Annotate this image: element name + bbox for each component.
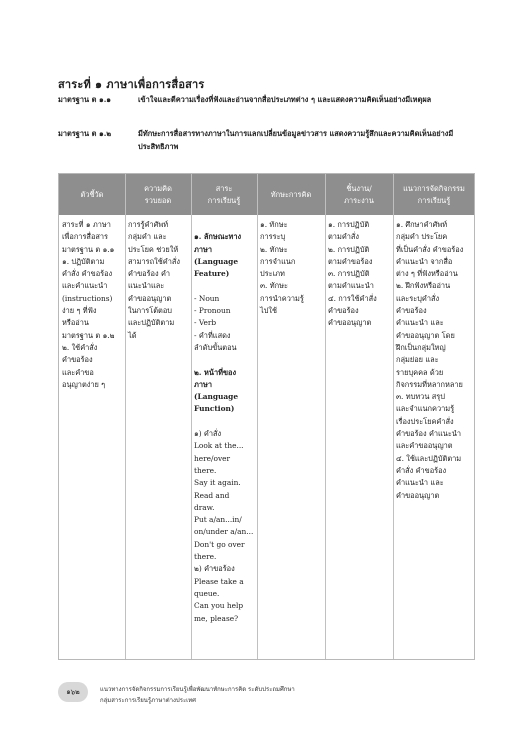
standard-2-text: มีทักษะการสื่อสารทางภาษาในการแลกเปลี่ยนข้อมูลข่าวสาร แสดงความรู้สึกและความคิดเห็นอย่างมีประสิทธิภาพ <box>138 129 454 151</box>
section-title: สาระที่ ๑ ภาษาเพื่อการสื่อสาร <box>58 78 205 91</box>
header-content: สาระ การเรียนรู้ <box>207 183 241 205</box>
footer-line-2: กลุ่มสาระการเรียนรู้ภาษาต่างประเทศ <box>100 697 196 704</box>
standard-1-text: เข้าใจและตีความเรื่องที่ฟังและอ่านจากสื่อประเภทต่าง ๆ และแสดงความคิดเห็นอย่างมีเหตุผล <box>138 95 432 104</box>
content-heading-feature: ๑. ลักษณะทาง ภาษา (Language Feature) <box>194 232 242 279</box>
header-thinking-skill: ทักษะการคิด <box>270 189 312 199</box>
header-activities: แนวการจัดกิจกรรม การเรียนรู้ <box>403 183 465 205</box>
curriculum-table <box>58 173 475 660</box>
standard-2 <box>58 127 470 153</box>
standard-1 <box>58 93 470 106</box>
header-indicator: ตัวชี้วัด <box>80 189 104 199</box>
content-heading-function: ๒. หน้าที่ของ ภาษา (Language Function) <box>194 367 239 414</box>
header-concept: ความคิด รวบยอด <box>144 183 172 205</box>
standard-1-label: มาตรฐาน ต ๑.๑ <box>58 95 111 104</box>
cell-activities: ๑. ศึกษาคำศัพท์ กลุ่มคำ ประโยค ที่เป็นคำสั่ง คำขอร้อง คำแนะนำ จากสื่อ ต่าง ๆ ที่ฟังหรืออ่าน ๒. ฝึกฟังหรืออ่าน และระบุคำสั่ง คำขอร้อง คำแนะนำ และ คำขออนุญาต โดย ฝึกเป็นกลุ่มใหญ่ กลุ่มย่อย และ รายบุคคล ด้วย กิจกรรมที่หลากหลาย ๓. ทบทวน สรุป และจำแนกความรู้ เรื่องประโยคคำสั่ง คำขอร้อง คำแนะนำ และคำขออนุญาต ๔. ใช้และปฏิบัติตาม คำสั่ง คำขอร้อง คำแนะนำ และ คำขออนุญาต <box>396 220 464 500</box>
cell-indicators: สาระที่ ๑ ภาษา เพื่อการสื่อสาร มาตรฐาน ต ๑.๑ ๑. ปฏิบัติตาม คำสั่ง คำขอร้อง และคำแนะนำ (instructions) ง่าย ๆ ที่ฟัง หรืออ่าน มาตรฐาน ต ๑.๒ ๒. ใช้คำสั่ง คำขอร้อง และคำขอ อนุญาตง่าย ๆ <box>62 220 115 389</box>
standard-2-label: มาตรฐาน ต ๑.๒ <box>58 129 112 138</box>
cell-content <box>191 215 257 659</box>
cell-concept: การรู้คำศัพท์ กลุ่มคำ และ ประโยค ช่วยให้ สามารถใช้คำสั่ง คำขอร้อง คำ แนะนำและ คำขออนุญาต ในการโต้ตอบ และปฏิบัติตาม ได้ <box>128 220 180 340</box>
header-tasks: ชิ้นงาน/ ภาระงาน <box>344 183 374 205</box>
table-header <box>59 174 474 215</box>
content-body-function: ๑) คำสั่ง Look at the... here/over there. Say it again. Read and draw. Put a/an...in/ on/under a/an... Don't go over there. ๒) คำขอร้อง Please take a queue. Can you help me, please? <box>194 429 254 623</box>
cell-tasks: ๑. การปฏิบัติ ตามคำสั่ง ๒. การปฏิบัติ ตามคำขอร้อง ๓. การปฏิบัติ ตามคำแนะนำ ๔. การใช้คำสั่ง คำขอร้อง คำขออนุญาต <box>328 220 377 328</box>
footer-line-1: แนวทางการจัดกิจกรรมการเรียนรู้เพื่อพัฒนาทักษะการคิด ระดับประถมศึกษา <box>100 686 295 693</box>
cell-thinking-skills: ๑. ทักษะ การระบุ ๒. ทักษะ การจำแนก ประเภท ๓. ทักษะ การนำความรู้ ไปใช้ <box>260 220 304 316</box>
page-number: ๑๖๒ <box>58 682 88 702</box>
content-body-feature: - Noun - Pronoun - Verb - คำที่แสดง ลำดับขั้นตอน <box>194 293 237 352</box>
